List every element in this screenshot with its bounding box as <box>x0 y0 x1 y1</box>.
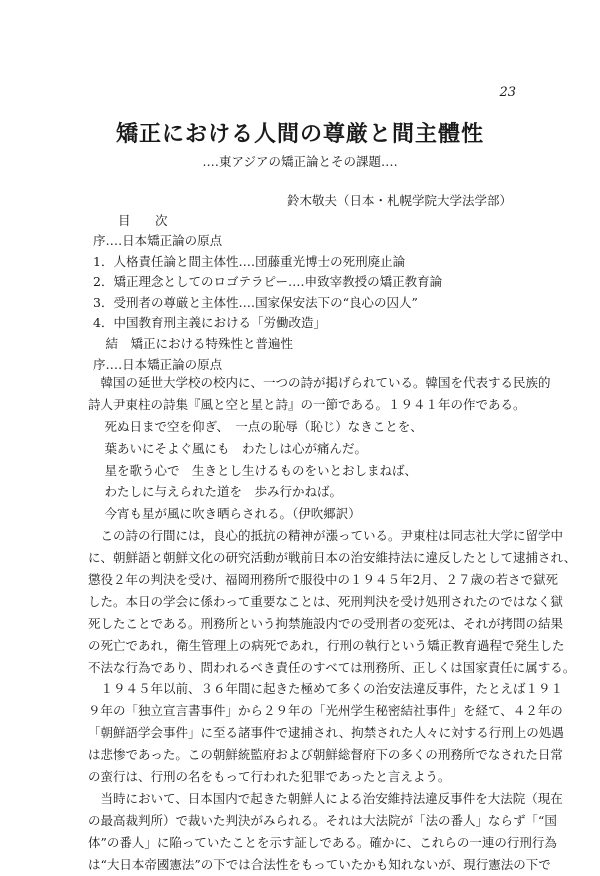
author-line: 鈴木敬夫（日本・札幌学院大学法学部） <box>286 193 512 208</box>
section-heading: 序‥‥日本矯正論の原点 <box>93 357 223 372</box>
body-line: 「朝鮮語学会事件」に至る諸事件で逮捕され、拘禁された人々に対する行刑上の処遇 <box>88 725 564 741</box>
body-line: の死亡であれ，衛生管理上の病死であれ，行刑の執行という矯正教育過程で発生した <box>88 637 565 653</box>
body-line: は悲惨であった。この朝鮮統監府および朝鮮総督府下の多くの刑務所でなされた日常 <box>88 747 563 763</box>
body-line: の最高裁判所）で裁いた判決がみられる。それは大法院が「法の番人」ならず「“国 <box>88 812 557 828</box>
body-line: は“大日本帝國憲法”の下では合法性をもっていたかも知れないが、現行憲法の下で <box>88 856 551 872</box>
toc-item: 序‥‥日本矯正論の原点 <box>93 233 223 248</box>
body-line: 当時において、日本国内で起きた朝鮮人による治安維持法違反事件を大法院（現在 <box>88 790 563 806</box>
body-line: した。本日の学会に係わって重要なことは、死刑判決を受け処刑されたのではなく獄 <box>88 593 563 609</box>
body-line: に、朝鮮語と朝鮮文化の研究活動が戦前日本の治安維持法に違反したとして逮捕され、 <box>88 550 577 566</box>
poem-line: 葉あいにそよぐ風にも わたしは心が痛んだ。 <box>92 440 368 456</box>
poem-line: 死ぬ日まで空を仰ぎ、 一点の恥辱（恥じ）なきことを、 <box>92 418 423 434</box>
body-line: 韓国の延世大学校の校内に、一つの詩が掲げられている。韓国を代表する民族的 <box>88 375 551 390</box>
body-line: 詩人尹東柱の詩集『風と空と星と詩』の一節である。１９４１年の作である。 <box>88 396 526 412</box>
body-line: 不法な行為であり、問われるべき責任のすべては刑務所、正しくは国家責任に属する。 <box>88 659 576 675</box>
article-title: 矯正における人間の尊厳と間主體性 <box>115 121 484 147</box>
toc-item: 3．受刑者の尊厳と主体性‥‥国家保安法下の“良心の囚人” <box>93 294 418 310</box>
page-number: 23 <box>499 85 516 100</box>
toc-item: 4．中国教育刑主義における「労働改造」 <box>93 315 326 330</box>
body-line: ９年の「独立宣言書事件」から２９年の「光州学生秘密結社事件」を経て、４２年の <box>88 703 563 719</box>
toc-item: 結 矯正における特殊性と普遍性 <box>93 335 294 351</box>
body-line: この詩の行間には，良心的抵抗の精神が漲っている。尹東柱は同志社大学に留学中 <box>88 528 564 544</box>
body-line: １９４５年以前、３６年間に起きた極めて多くの治安法違反事件，たとえば１９１ <box>88 681 564 697</box>
toc-heading: 目 次 <box>118 213 174 228</box>
body-line: 懲役２年の判決を受け、福岡刑務所で服役中の１９４５年2月、２７歳の若さで獄死 <box>88 572 558 588</box>
poem-line: 今宵も星が風に吹き晒らされる。（伊吹郷訳） <box>92 506 361 522</box>
body-line: 死したことである。刑務所という拘禁施設内での受刑者の変死は、それが拷問の結果 <box>88 615 564 631</box>
table-of-contents <box>93 231 442 354</box>
body-line: の蛮行は、行刑の名をもって行われた犯罪であったと言えよう。 <box>88 769 451 785</box>
poem-line: わたしに与えられた道を 歩み行かねば。 <box>92 484 343 500</box>
toc-item: 2．矯正理念としてのロゴテラピー‥‥申致宰教授の矯正教育論 <box>93 274 443 289</box>
poem-line: 星を歌う心で 生きとし生けるものをいとおしまねば、 <box>92 462 418 478</box>
body-line: 体”の番人」に陥っていたことを示す証しである。確かに、これらの一連の行刑行為 <box>88 834 557 850</box>
article-subtitle: ‥‥東アジアの矯正論とその課題‥‥ <box>202 154 398 169</box>
toc-item: 1．人格責任論と間主体性‥‥団藤重光博士の死刑廃止論 <box>93 253 406 269</box>
body-text <box>88 372 577 875</box>
